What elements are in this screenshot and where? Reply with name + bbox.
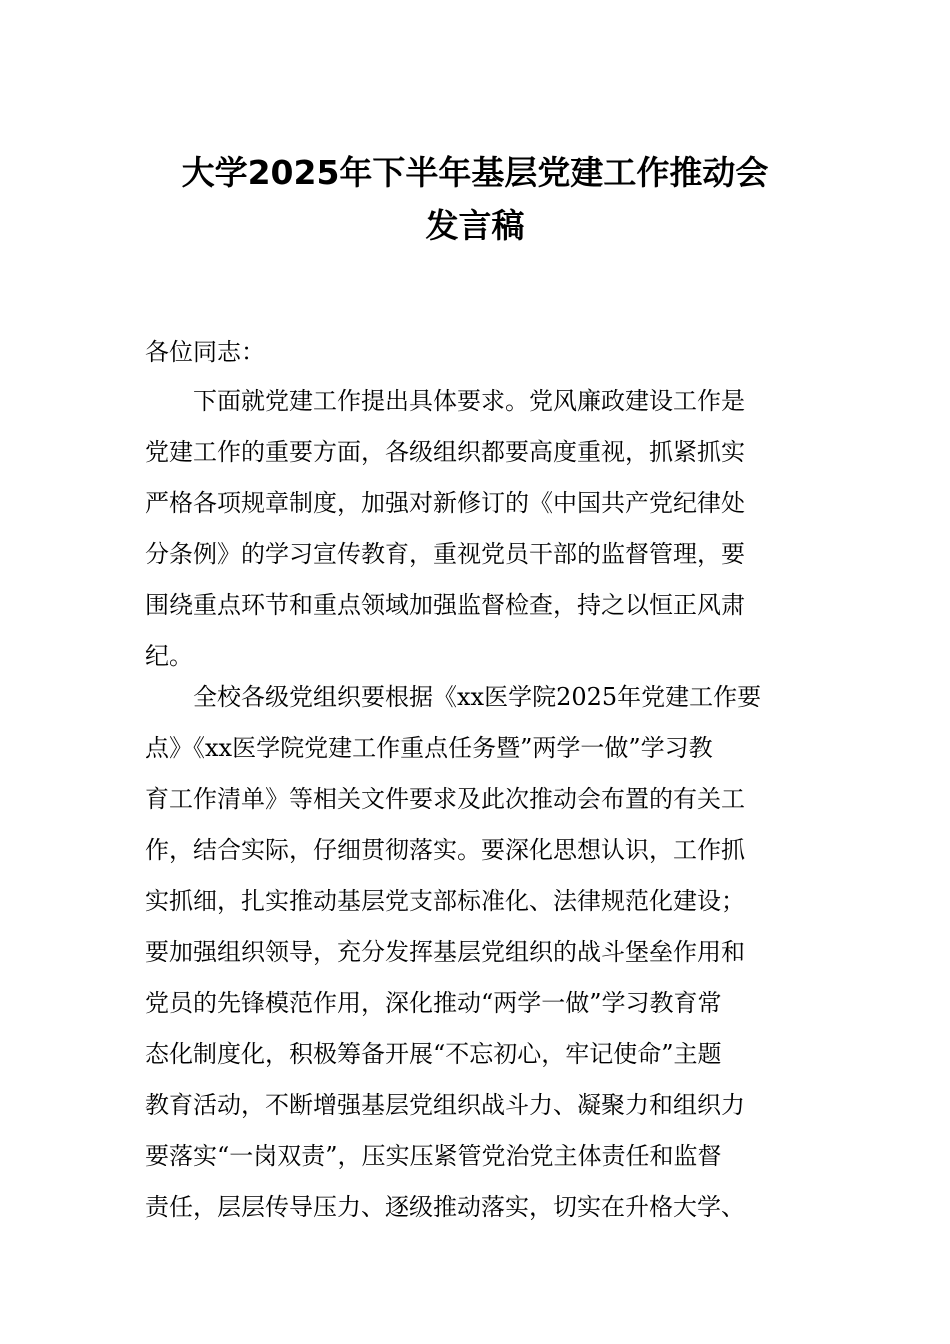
- paragraph-line: 点》《xx医学院党建工作重点任务暨”两学一做”学习教: [145, 734, 713, 762]
- paragraph-line: 要落实“一岗双责”，压实压紧管党治党主体责任和监督: [145, 1142, 722, 1170]
- paragraph-line: 要加强组织领导，充分发挥基层党组织的战斗堡垒作用和: [145, 938, 745, 966]
- paragraph-line: 作，结合实际，仔细贯彻落实。要深化思想认识，工作抓: [145, 836, 745, 864]
- paragraph-line: 责任，层层传导压力、逐级推动落实，切实在升格大学、: [145, 1193, 745, 1221]
- paragraph-line: 党员的先锋模范作用，深化推动“两学一做”学习教育常: [145, 989, 722, 1017]
- paragraph-line: 严格各项规章制度，加强对新修订的《中国共产党纪律处: [145, 489, 745, 517]
- paragraph-line: 教育活动，不断增强基层党组织战斗力、凝聚力和组织力: [145, 1091, 745, 1119]
- paragraph-2: [145, 672, 807, 1233]
- paragraph-line: 全校各级党组织要根据《xx医学院2025年党建工作要: [145, 683, 762, 711]
- greeting: [145, 327, 807, 378]
- paragraph-line: 态化制度化，积极筹备开展“不忘初心，牢记使命”主题: [145, 1040, 722, 1068]
- paragraph-line: 围绕重点环节和重点领域加强监督检查，持之以恒正风肃: [145, 591, 745, 619]
- paragraph-1: [145, 376, 807, 682]
- paragraph-line: 实抓细，扎实推动基层党支部标准化、法律规范化建设；: [145, 887, 745, 915]
- paragraph-line: 育工作清单》等相关文件要求及此次推动会布置的有关工: [145, 785, 745, 813]
- paragraph-line: 党建工作的重要方面，各级组织都要高度重视，抓紧抓实: [145, 438, 745, 466]
- document-title-line-1: 大学2025年下半年基层党建工作推动会: [181, 153, 769, 192]
- paragraph-line: 下面就党建工作提出具体要求。党风廉政建设工作是: [145, 387, 745, 415]
- document-title-line-2: 发言稿: [425, 206, 525, 245]
- greeting-text: 各位同志：: [145, 338, 265, 366]
- paragraph-line: 分条例》的学习宣传教育，重视党员干部的监督管理，要: [145, 540, 745, 568]
- paragraph-line: 纪。: [145, 642, 193, 670]
